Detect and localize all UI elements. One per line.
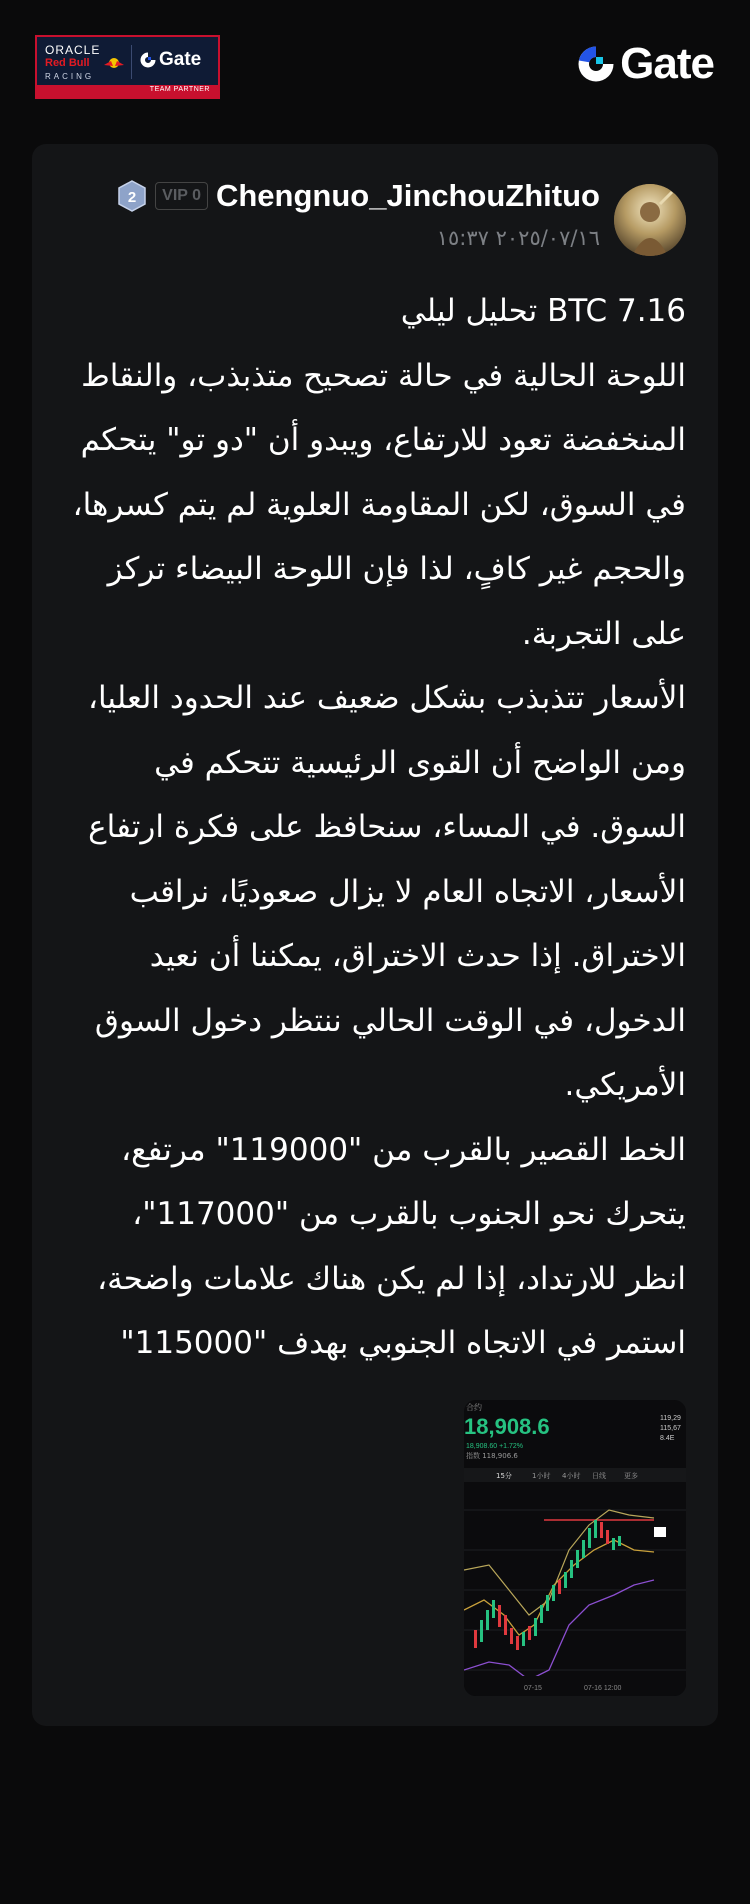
thumb-tab-more: 更多 [624,1472,638,1480]
thumb-sub: 18,908.60 +1.72% [466,1443,524,1450]
thumb-label: 合约 [466,1403,482,1412]
avatar[interactable] [614,184,686,256]
level-number: 2 [127,189,137,206]
level-badge-icon [117,180,147,212]
post-body: اللوحة الحالية في حالة تصحيح متذبذب، والنقاط المنخفضة تعود للارتفاع، ويبدو أن "دو تو" يتحكم في السوق، لكن المقاومة العلوية لم يتم كسرها، والحجم غير كافٍ، لذا فإن اللوحة البيضاء تركز على التجربة. الأسعار تتذبذب بشكل ضعيف عند الحدود العليا، ومن الواضح أن القوى الرئيسية تتحكم في السوق. في المساء، سنحافظ على فكرة ارتفاع الأسعار، الاتجاه العام لا يزال صعوديًا، نراقب الاختراق. إذا حدث الاختراق، يمكننا أن نعيد الدخول، في الوقت الحالي ننتظر دخول السوق الأمريكي. الخط القصير بالقرب من "119000" مرتفع، يتحرك نحو الجنوب بالقرب من "117000"، انظر للارتداد، إذا لم يكن هناك علامات واضحة، استمر في الاتجاه الجنوبي بهدف "115000" [72,357,686,1361]
redbull-text: Red Bull [45,57,90,69]
gate-logo-icon [139,51,157,69]
thumb-tab-1d: 日线 [592,1472,606,1480]
gate-logo-icon [575,43,617,85]
thumb-price: 18,908.6 [464,1414,550,1439]
thumb-index: 指数 118,906.6 [466,1452,518,1460]
chart-thumbnail-image [464,1400,686,1696]
divider [131,45,132,79]
gate-brand-logo[interactable] [575,39,714,88]
post-content [64,279,686,1376]
team-partner-text: TEAM PARTNER [149,86,210,93]
thumb-date-2: 07-16 12:00 [584,1685,622,1692]
thumb-stat-2: 115,67 [660,1425,681,1432]
partner-gate-logo [139,49,201,71]
post-timestamp: ٢٠٢٥/٠٧/١٦ ١٥:٣٧ [436,226,600,250]
thumb-tab-4h: 4小时 [562,1472,581,1480]
vip-badge: VIP 0 [155,182,208,210]
thumb-stat-1: 119,29 [660,1415,681,1422]
post-header [117,178,600,214]
post-title: BTC 7.16 تحليل ليلي [400,293,686,329]
username[interactable]: Chengnuo_JinchouZhituo [215,178,600,213]
partner-gate-text: Gate [159,49,202,70]
racing-text: RACING [45,72,95,81]
chart-screenshot-thumbnail[interactable] [464,1400,686,1696]
avatar-icon [614,184,686,256]
thumb-tab-15m: 15分 [496,1472,512,1480]
team-partner-banner [35,35,220,99]
oracle-text: ORACLE [45,43,101,57]
thumb-stat-3: 8.4E [660,1435,675,1442]
thumb-date-1: 07-15 [524,1685,542,1692]
post-card[interactable] [32,144,718,1726]
thumb-tab-1h: 1小时 [532,1472,551,1480]
gate-brand-text: Gate [620,39,714,88]
bull-icon [103,57,125,69]
team-partner-band [37,85,218,97]
